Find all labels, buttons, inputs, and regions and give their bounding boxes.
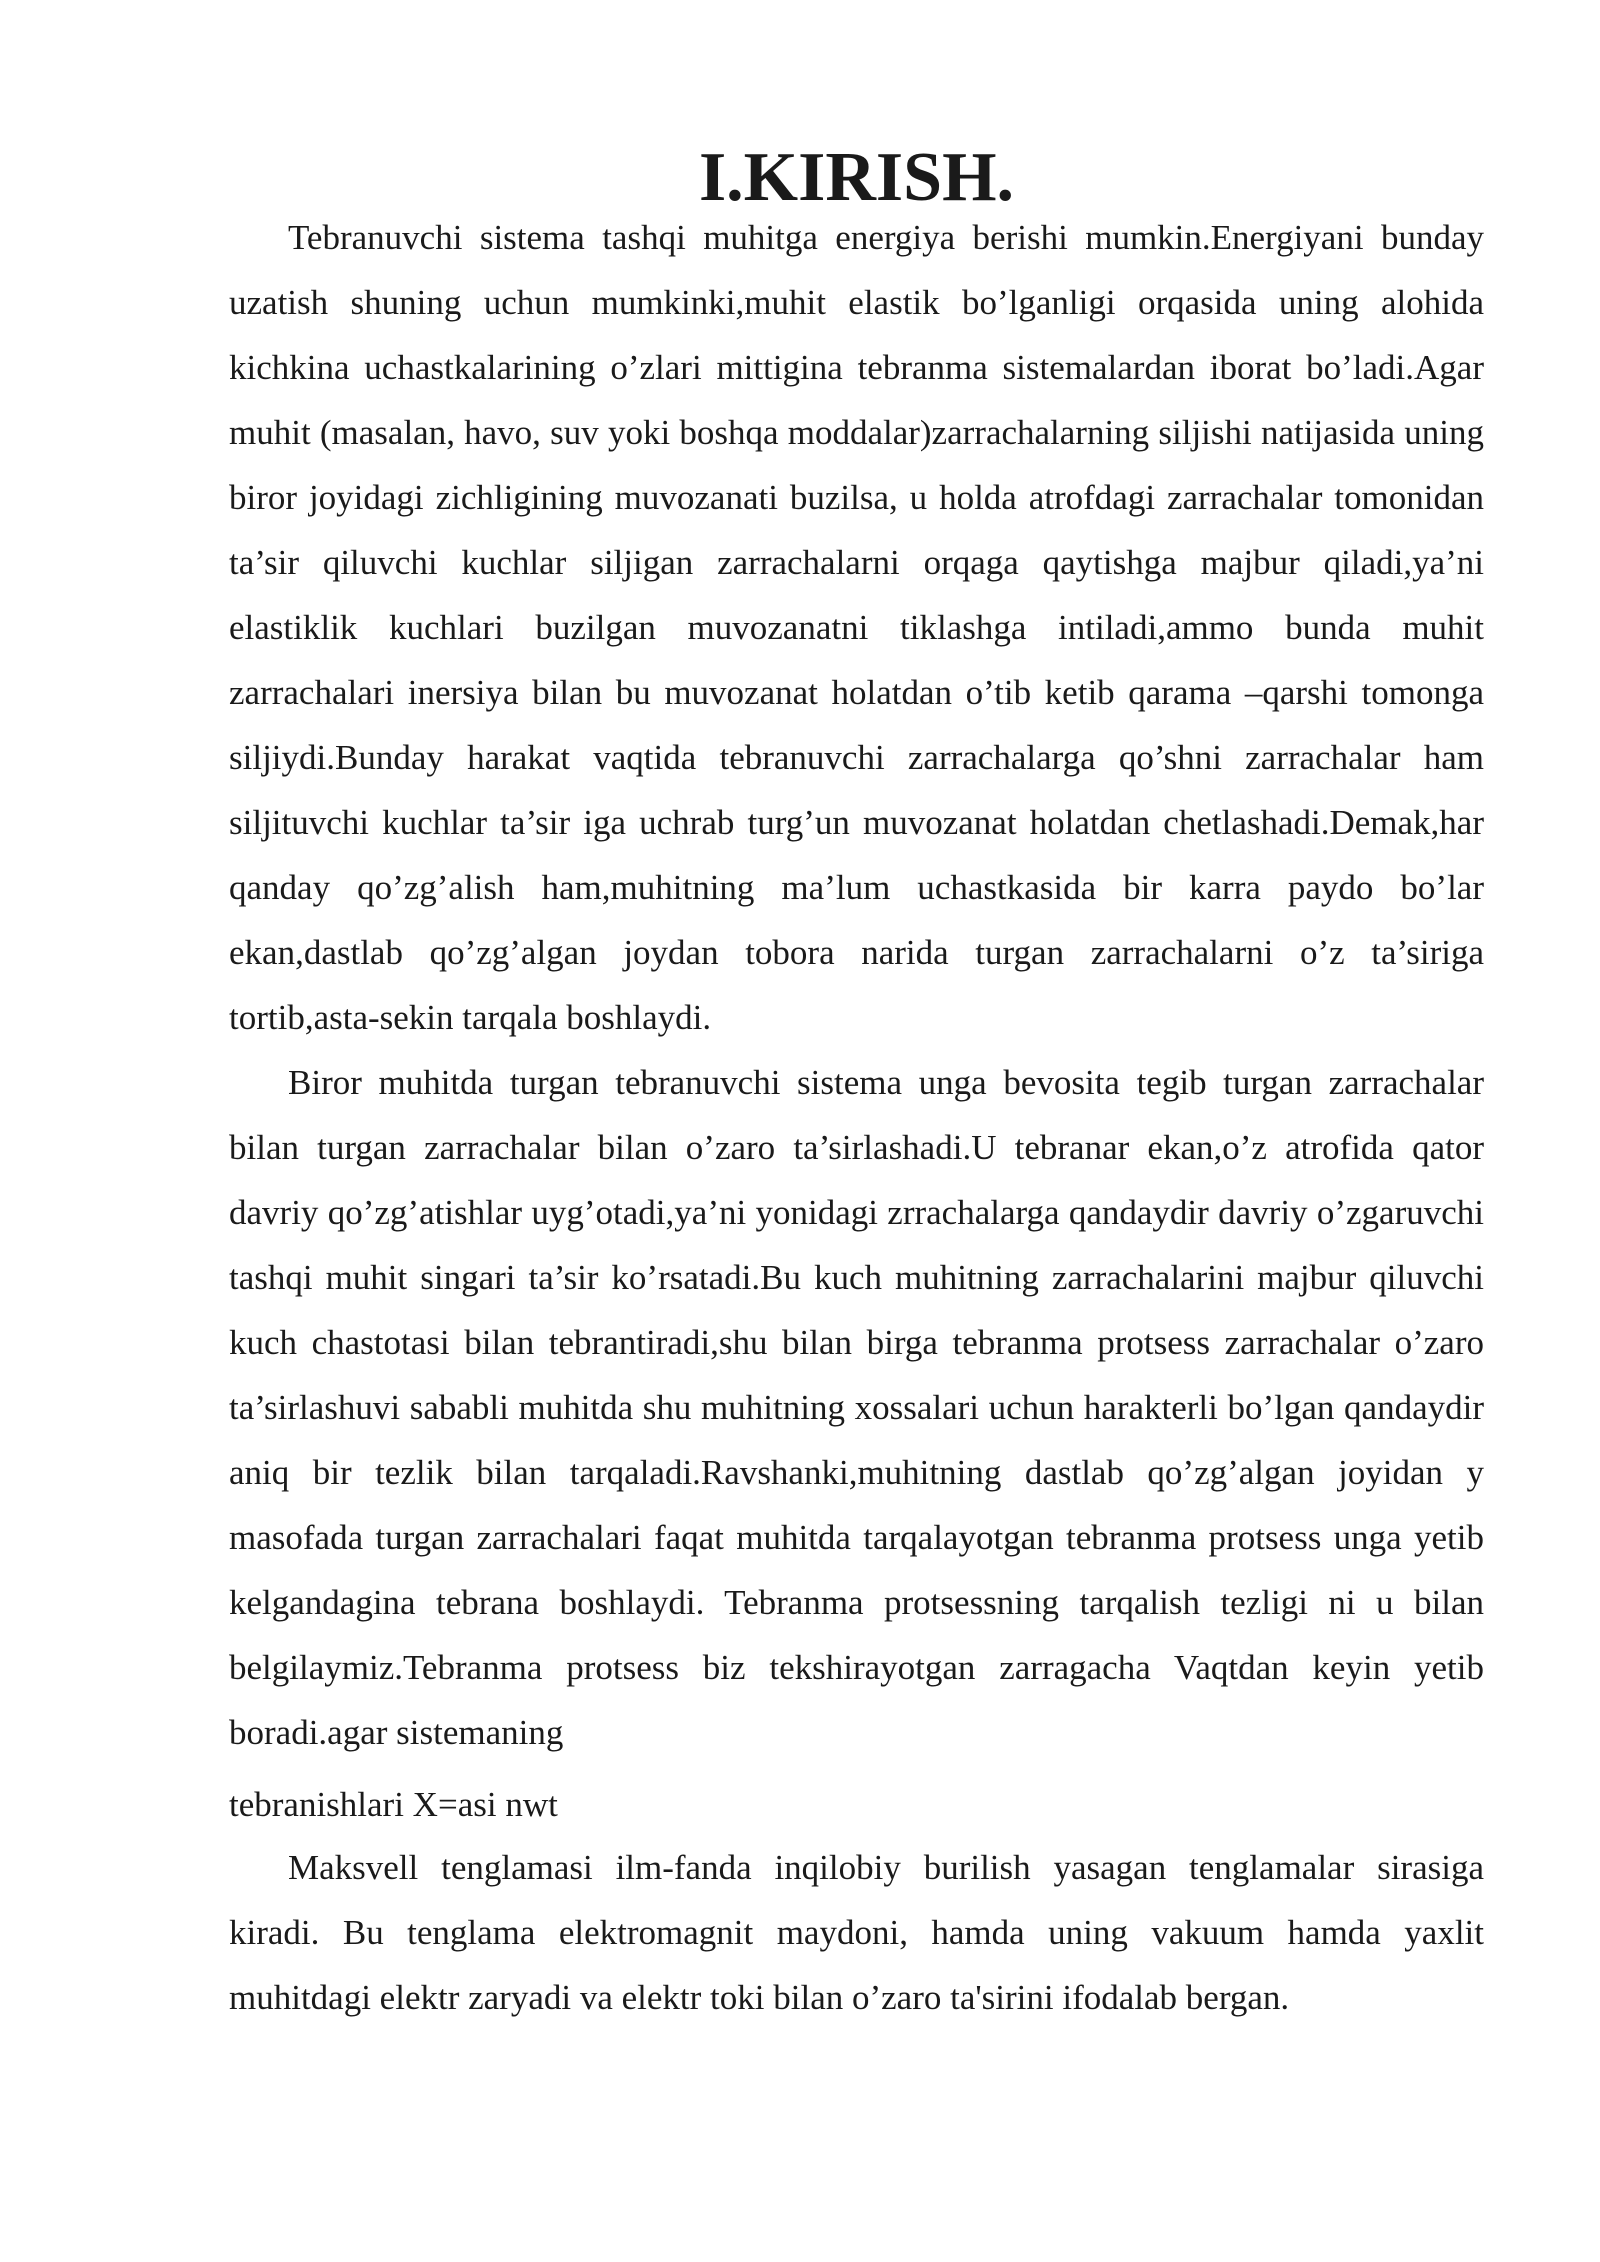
formula-line: tebranishlari X=asi nwt bbox=[229, 1785, 558, 1824]
paragraph-2: Biror muhitda turgan tebranuvchi sistema unga bevosita tegib turgan zarrachalar bilan turgan zarrachalar bilan o’zaro ta’sirlashadi.U tebranar ekan,o’z atrofida qator davriy qo’zg’atishlar uyg’otadi,ya’ni yonidagi zrrachalarga qandaydir davriy o’zgaruvchi tashqi muhit singari ta’sir ko’rsatadi.Bu kuch muhitning zarrachalarini majbur qiluvchi kuch chastotasi bilan tebrantiradi,shu bilan birga tebranma protsess zarrachalar o’zaro ta’sirlashuvi sababli muhitda shu muhitning xossalari uchun harakterli bo’lgan qandaydir aniq bir tezlik bilan tarqaladi.Ravshanki,muhitning dastlab qo’zg’algan joyidan y masofada turgan zarrachalari faqat muhitda tarqalayotgan tebranma protsess unga yetib kelgandagina tebrana boshlaydi. Tebranma protsessning tarqalish tezligi ni u bilan belgilaymiz.Tebranma protsess biz tekshirayotgan zarragacha Vaqtdan keyin yetib boradi.agar sistemaning bbox=[229, 1063, 1484, 1752]
document-body bbox=[229, 139, 1484, 2030]
section-heading: I.KIRISH. bbox=[698, 139, 1015, 216]
paragraph-1: Tebranuvchi sistema tashqi muhitga energiya berishi mumkin.Energiyani bunday uzatish shuning uchun mumkinki,muhit elastik bo’lganligi orqasida uning alohida kichkina uchastkalarining o’zlari mittigina tebranma sistemalardan iborat bo’ladi.Agar muhit (masalan, havo, suv yoki boshqa moddalar)zarrachalarning siljishi natijasida uning biror joyidagi zichligining muvozanati buzilsa, u holda atrofdagi zarrachalar tomonidan ta’sir qiluvchi kuchlar siljigan zarrachalarni orqaga qaytishga majbur qiladi,ya’ni elastiklik kuchlari buzilgan muvozanatni tiklashga intiladi,ammo bunda muhit zarrachalari inersiya bilan bu muvozanat holatdan o’tib ketib qarama –qarshi tomonga siljiydi.Bunday harakat vaqtida tebranuvchi zarrachalarga qo’shni zarrachalar ham siljituvchi kuchlar ta’sir iga uchrab turg’un muvozanat holatdan chetlashadi.Demak,har qanday qo’zg’alish ham,muhitning ma’lum uchastkasida bir karra paydo bo’lar ekan,dastlab qo’zg’algan joydan tobora narida turgan zarrachalarni o’z ta’siriga tortib,asta-sekin tarqala boshlaydi. bbox=[229, 218, 1484, 1037]
paragraph-3: Maksvell tenglamasi ilm-fanda inqilobiy burilish yasagan tenglamalar sirasiga kiradi. Bu tenglama elektromagnit maydoni, hamda uning vakuum hamda yaxlit muhitdagi elektr zaryadi va elektr toki bilan o’zaro ta'sirini ifodalab bergan. bbox=[229, 1848, 1484, 2017]
